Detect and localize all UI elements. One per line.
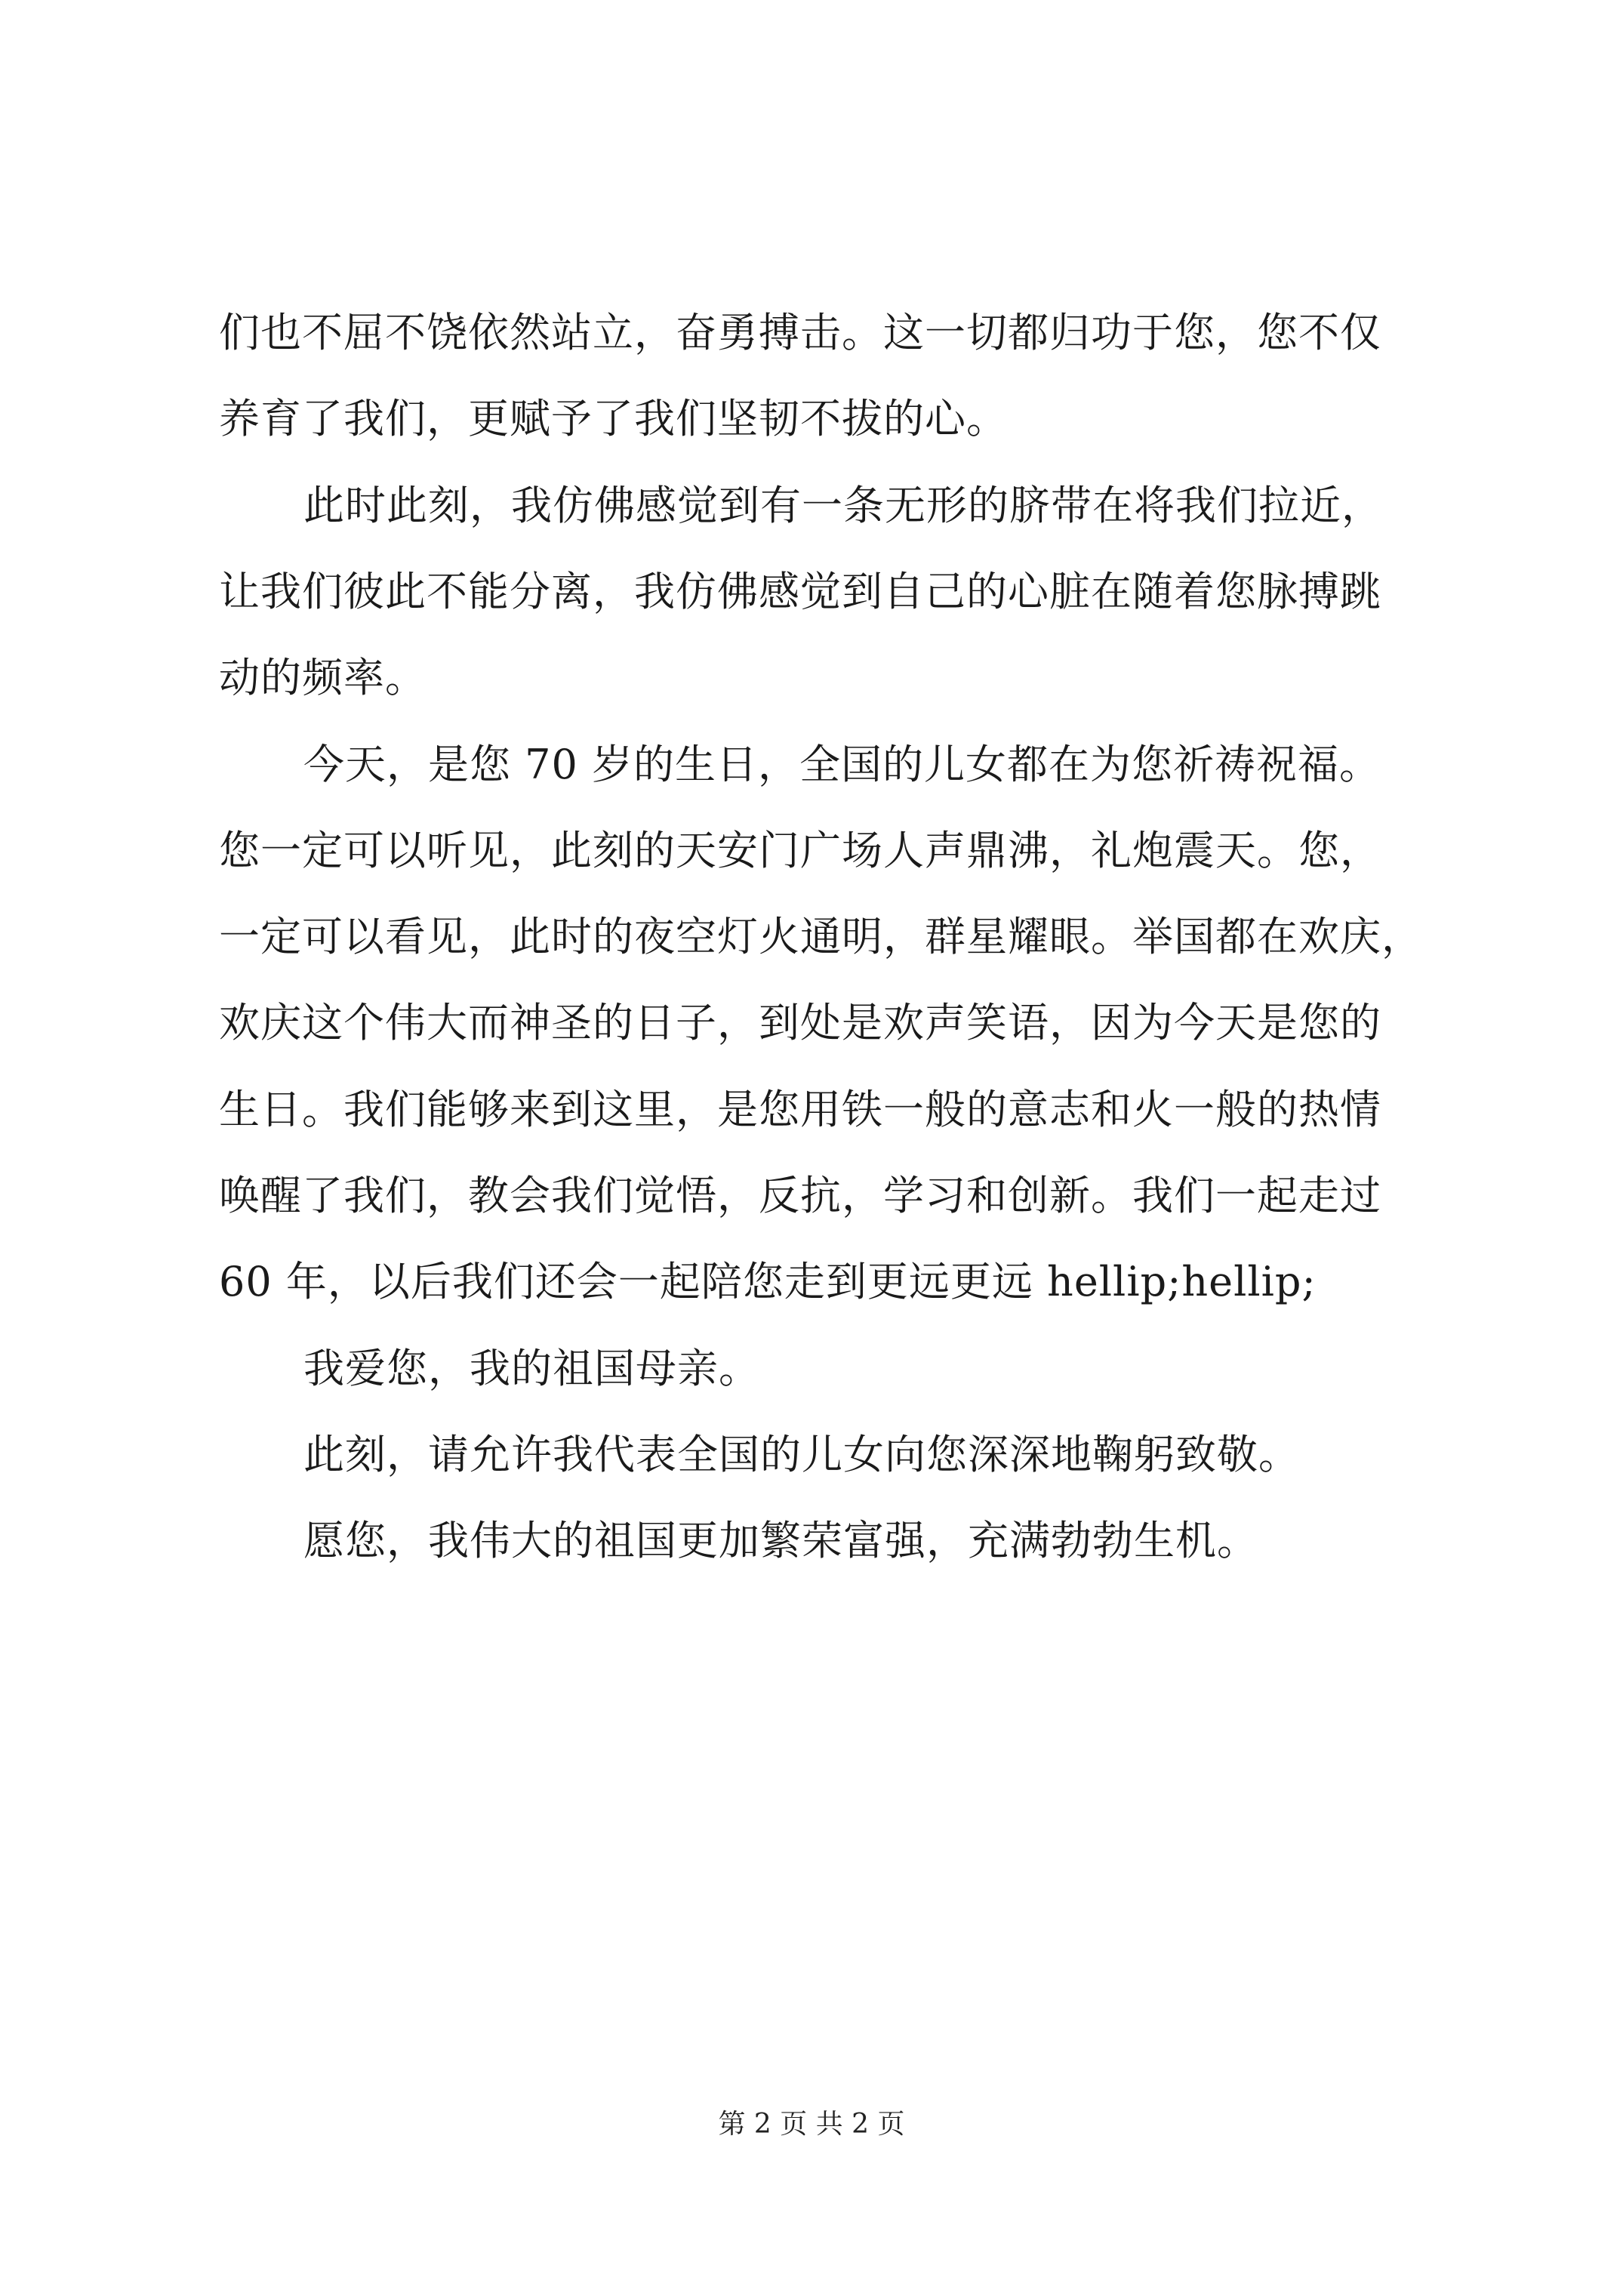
- paragraph-start-line: 此时此刻，我仿佛感觉到有一条无形的脐带在将我们拉近，: [303, 482, 1383, 529]
- body-text-line: 们也不屈不饶依然站立，奋勇搏击。这一切都归功于您，您不仅: [219, 309, 1381, 356]
- body-text-line: 生日。我们能够来到这里，是您用铁一般的意志和火一般的热情: [219, 1086, 1381, 1133]
- body-text-line: 让我们彼此不能分离，我仿佛感觉到自己的心脏在随着您脉搏跳: [219, 568, 1381, 615]
- body-text-line: 唤醒了我们，教会我们觉悟，反抗，学习和创新。我们一起走过: [219, 1172, 1381, 1219]
- paragraph-start-line: 我爱您，我的祖国母亲。: [303, 1345, 760, 1392]
- body-text-line: 一定可以看见，此时的夜空灯火通明，群星耀眼。举国都在欢庆，: [219, 913, 1423, 960]
- page-number-footer: 第 2 页 共 2 页: [718, 2109, 905, 2140]
- body-text-line: 您一定可以听见，此刻的天安门广场人声鼎沸，礼炮震天。您，: [219, 827, 1381, 874]
- body-text-line: 欢庆这个伟大而神圣的日子，到处是欢声笑语，因为今天是您的: [219, 999, 1381, 1046]
- paragraph-start-line: 今天，是您 70 岁的生日，全国的儿女都在为您祈祷祝福。: [303, 741, 1381, 788]
- paragraph-start-line: 此刻，请允许我代表全国的儿女向您深深地鞠躬致敬。: [303, 1431, 1300, 1478]
- body-text-line: 动的频率。: [219, 654, 427, 701]
- paragraph-start-line: 愿您，我伟大的祖国更加繁荣富强，充满勃勃生机。: [303, 1517, 1258, 1564]
- body-text-line: 养育了我们，更赋予了我们坚韧不拔的心。: [219, 395, 1008, 442]
- body-text-line: 60 年，以后我们还会一起陪您走到更远更远 hellip;hellip;: [219, 1258, 1317, 1305]
